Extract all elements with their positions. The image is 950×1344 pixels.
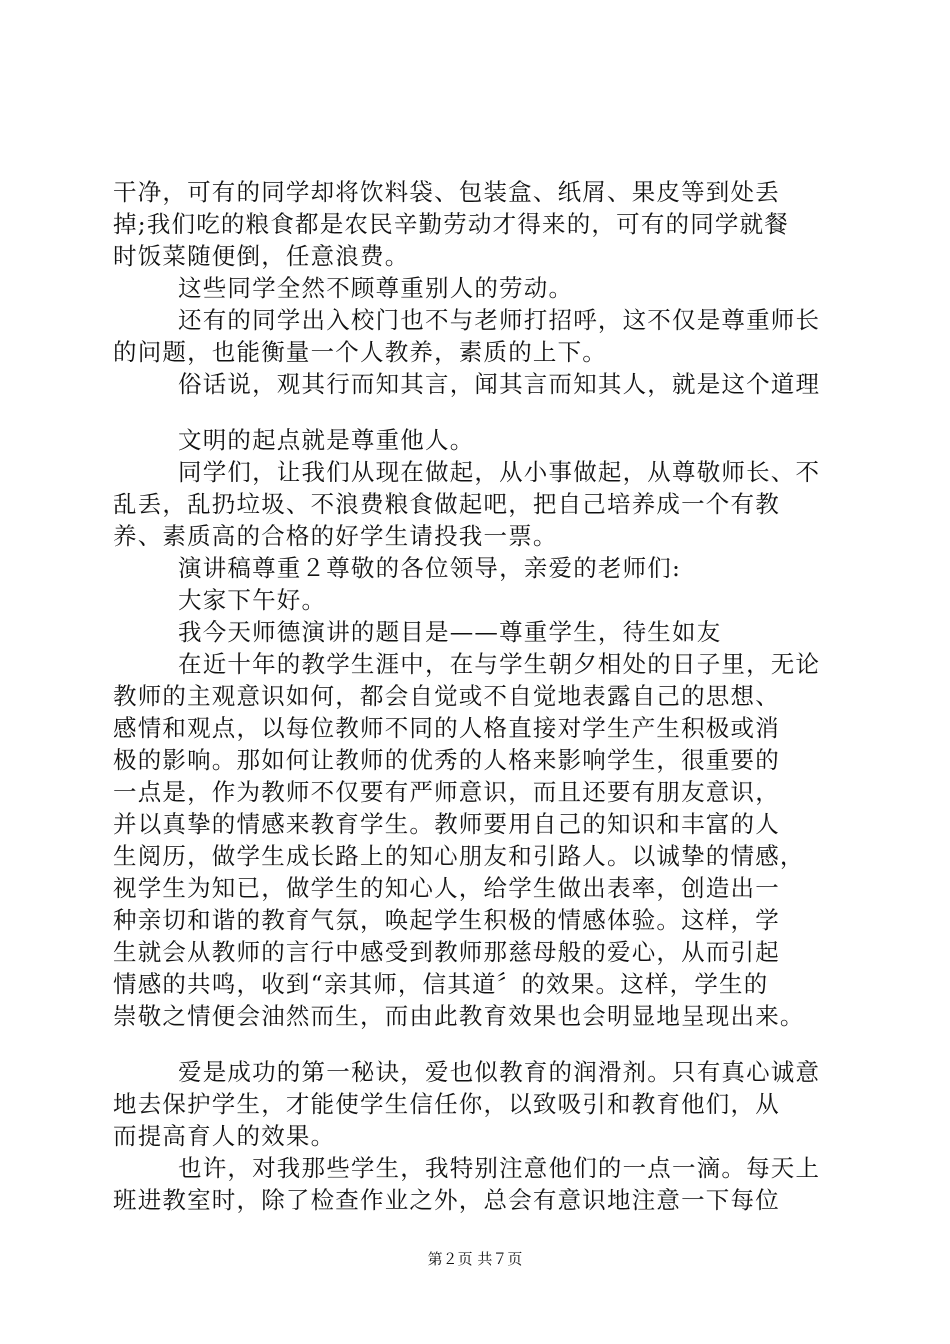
text-line: 时饭菜随便倒，任意浪费。 xyxy=(113,242,410,270)
text-line: 情感的共鸣，收到“亲其师，信其道〞的效果。这样，学生的 xyxy=(113,970,769,998)
text-line: 在近十年的教学生涯中，在与学生朝夕相处的日子里，无论 xyxy=(178,650,821,678)
text-line: 的问题，也能衡量一个人教养，素质的上下。 xyxy=(113,338,607,366)
text-line: 干净，可有的同学却将饮料袋、包装盒、纸屑、果皮等到处丢 xyxy=(113,178,780,206)
text-line: 教师的主观意识如何，都会自觉或不自觉地表露自己的思想、 xyxy=(113,682,780,710)
text-line: 极的影响。那如何让教师的优秀的人格来影响学生，很重要的 xyxy=(113,746,780,774)
text-line: 俗话说，观其行而知其言，闻其言而知其人，就是这个道理 xyxy=(178,370,821,398)
text-line: 崇敬之情便会油然而生，而由此教育效果也会明显地呈现出来。 xyxy=(113,1002,805,1030)
page-number-footer: 第２页 共７页 xyxy=(427,1250,523,1268)
text-line: 同学们，让我们从现在做起，从小事做起，从尊敬师长、不 xyxy=(178,458,821,486)
text-line: 掉;我们吃的粮食都是农民辛勤劳动才得来的，可有的同学就餐 xyxy=(113,210,790,238)
text-line: 这些同学全然不顾尊重别人的劳动。 xyxy=(178,274,574,302)
text-line: 感情和观点，以每位教师不同的人格直接对学生产生积极或消 xyxy=(113,714,780,742)
text-line: 生阅历，做学生成长路上的知心朋友和引路人。以诚挚的情感， xyxy=(113,842,805,870)
text-line: 一点是，作为教师不仅要有严师意识，而且还要有朋友意识， xyxy=(113,778,780,806)
text-line: 还有的同学出入校门也不与老师打招呼，这不仅是尊重师长 xyxy=(178,306,821,334)
text-line: 文明的起点就是尊重他人。 xyxy=(178,426,475,454)
text-line: 大家下午好。 xyxy=(178,586,327,614)
text-line: 我今天师德演讲的题目是——尊重学生，待生如友 xyxy=(178,618,722,646)
text-line: 种亲切和谐的教育气氛，唤起学生积极的情感体验。这样，学 xyxy=(113,906,780,934)
text-line: 也许，对我那些学生，我特别注意他们的一点一滴。每天上 xyxy=(178,1154,821,1182)
text-line: 视学生为知已，做学生的知心人，给学生做出表率，创造出一 xyxy=(113,874,780,902)
text-line: 乱丢，乱扔垃圾、不浪费粮食做起吧，把自己培养成一个有教 xyxy=(113,490,780,518)
text-line: 并以真挚的情感来教育学生。教师要用自己的知识和丰富的人 xyxy=(113,810,780,838)
text-line: 养、素质高的合格的好学生请投我一票。 xyxy=(113,522,558,550)
text-line: 演讲稿尊重２尊敬的各位领导，亲爱的老师们: xyxy=(178,554,682,582)
text-line: 生就会从教师的言行中感受到教师那慈母般的爱心，从而引起 xyxy=(113,938,780,966)
text-line: 班进教室时，除了检查作业之外，总会有意识地注意一下每位 xyxy=(113,1186,780,1214)
text-line: 地去保护学生，才能使学生信任你，以致吸引和教育他们，从 xyxy=(113,1090,780,1118)
text-line: 爱是成功的第一秘诀，爱也似教育的润滑剂。只有真心诚意 xyxy=(178,1058,821,1086)
text-line: 而提高育人的效果。 xyxy=(113,1122,336,1150)
